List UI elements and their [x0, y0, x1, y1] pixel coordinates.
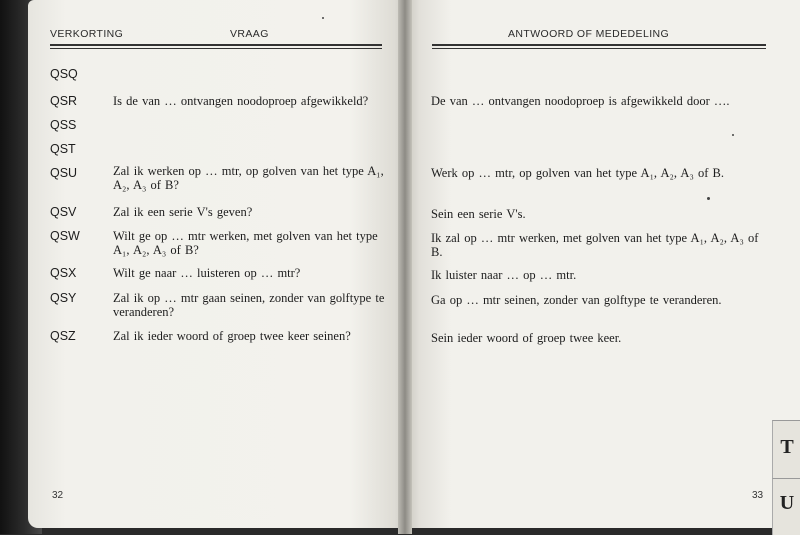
answer-qsr: De van … ontvangen noodoproep is afgewikkeld door ….	[431, 94, 730, 108]
page-number-right: 33	[752, 490, 764, 501]
code-qsx: QSX	[50, 266, 77, 280]
header-rule-right-bottom	[432, 48, 766, 49]
header-rule-left-bottom	[50, 48, 382, 49]
code-qsq: QSQ	[50, 67, 78, 81]
code-qss: QSS	[50, 118, 77, 132]
paper-speck	[707, 197, 710, 200]
book-gutter	[398, 0, 412, 534]
code-qst: QST	[50, 142, 76, 156]
question-qsu: Zal ik werken op … mtr, op golven van het type A₁, A₂, A₃ of B?	[113, 164, 384, 192]
question-qsv: Zal ik een serie V's geven?	[113, 205, 253, 219]
right-page	[404, 0, 800, 528]
question-qsx: Wilt ge naar … luisteren op … mtr?	[113, 266, 301, 280]
code-qsr: QSR	[50, 94, 78, 108]
answer-qsy: Ga op … mtr seinen, zonder van golftype te veranderen.	[431, 293, 722, 307]
answer-qsv: Sein een serie V's.	[431, 207, 526, 221]
code-qsw: QSW	[50, 229, 80, 243]
answer-qsx: Ik luister naar … op … mtr.	[431, 268, 577, 282]
paper-speck	[732, 134, 734, 136]
question-qsr: Is de van … ontvangen noodoproep afgewikkeld?	[113, 94, 369, 108]
left-page	[28, 0, 406, 528]
answer-qsz: Sein ieder woord of groep twee keer.	[431, 331, 622, 345]
header-rule-right-top	[432, 44, 766, 46]
question-qsz: Zal ik ieder woord of groep twee keer seinen?	[113, 329, 351, 343]
paper-speck	[322, 17, 324, 19]
header-verkorting: VERKORTING	[50, 28, 124, 40]
thumb-index-tab-u[interactable]: U	[772, 478, 800, 535]
header-antwoord: ANTWOORD OF MEDEDELING	[508, 28, 670, 40]
code-qsz: QSZ	[50, 329, 76, 343]
thumb-index-tab-t[interactable]: T	[772, 420, 800, 479]
question-qsw: Wilt ge op … mtr werken, met golven van het type A₁, A₂, A₃ of B?	[113, 229, 378, 257]
answer-qsw: Ik zal op … mtr werken, met golven van het type A₁, A₂, A₃ of B.	[431, 231, 759, 259]
page-number-left: 32	[52, 490, 64, 501]
question-qsy: Zal ik op … mtr gaan seinen, zonder van golftype te veranderen?	[113, 291, 385, 319]
header-vraag: VRAAG	[230, 28, 269, 40]
header-rule-left-top	[50, 44, 382, 46]
code-qsv: QSV	[50, 205, 77, 219]
code-qsy: QSY	[50, 291, 77, 305]
answer-qsu: Werk op … mtr, op golven van het type A₁, A₂, A₃ of B.	[431, 166, 724, 180]
code-qsu: QSU	[50, 166, 78, 180]
